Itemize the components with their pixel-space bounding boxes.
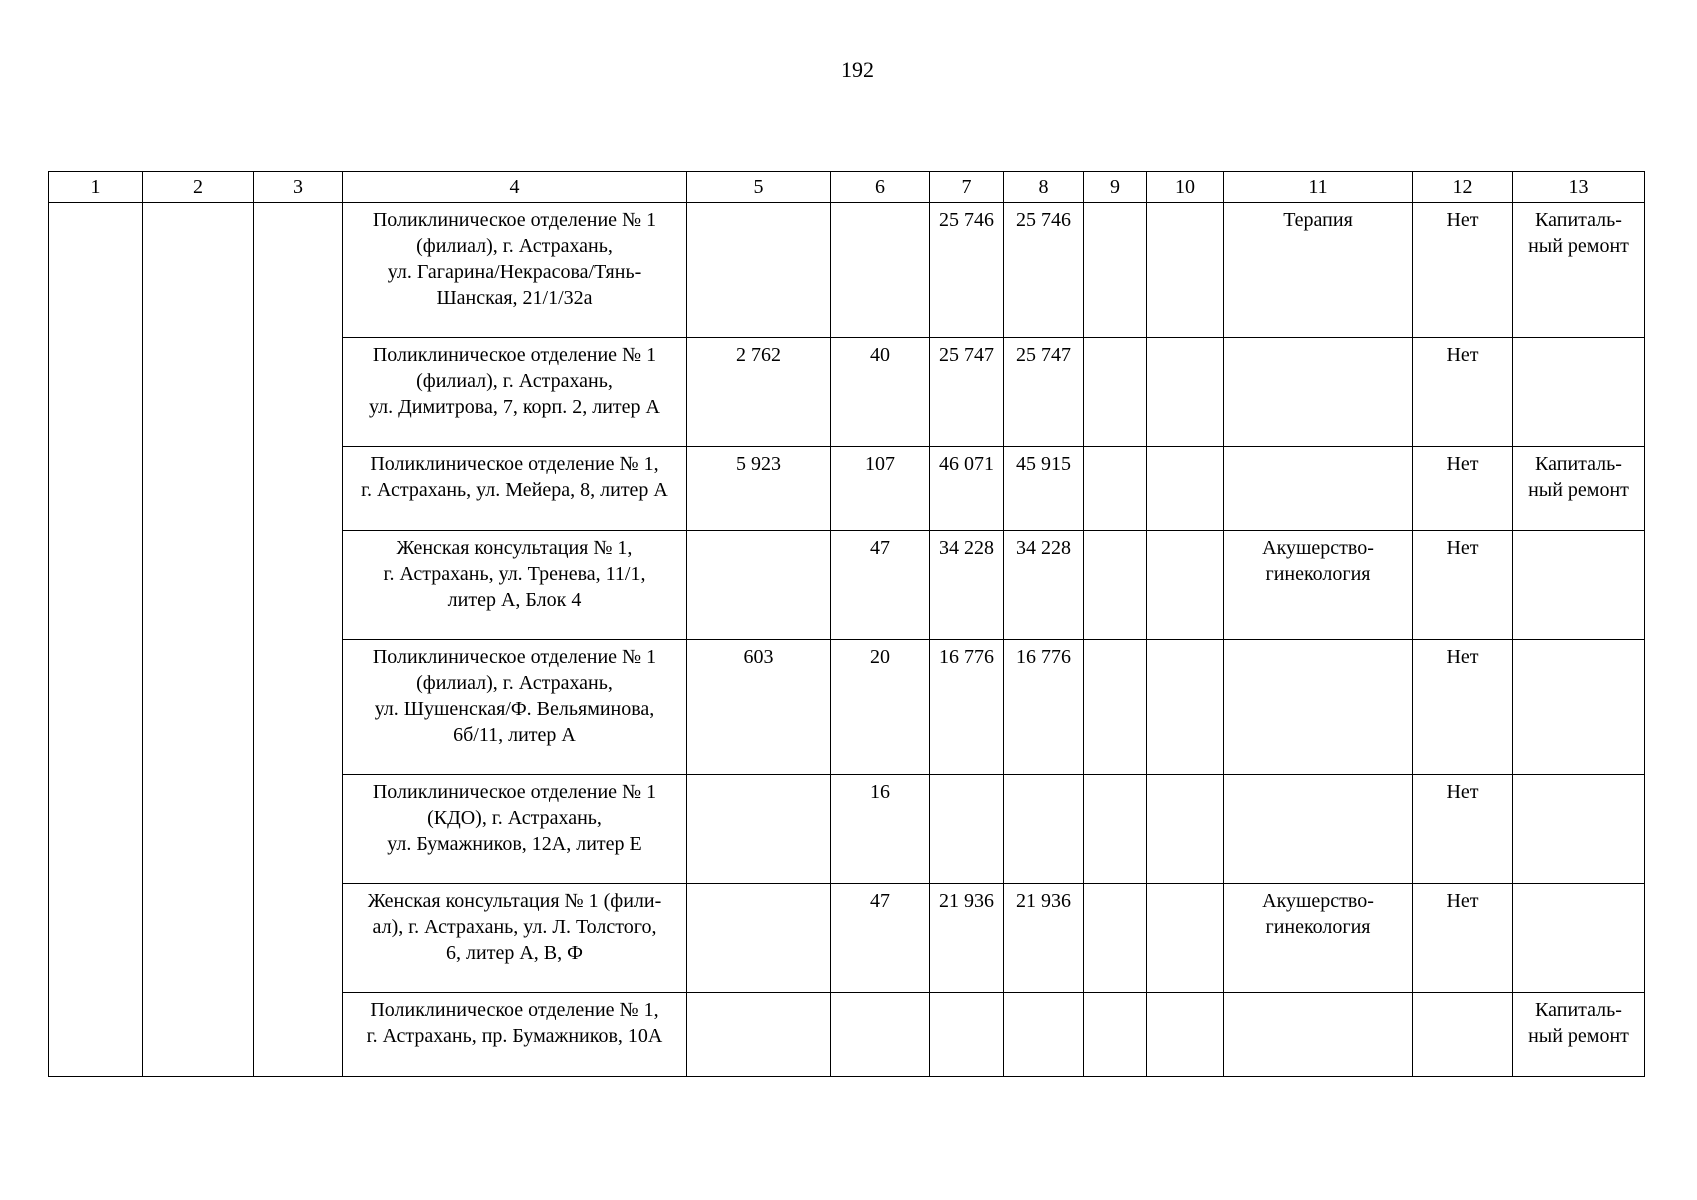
column-header: 11 (1224, 172, 1413, 203)
profile-cell (1224, 640, 1413, 775)
facility-address-cell-line: ул. Гагарина/Некрасова/Тянь- (387, 261, 642, 283)
cell-col6: 47 (831, 531, 930, 640)
cell-col10 (1147, 447, 1224, 531)
cell-col6: 20 (831, 640, 930, 775)
cell-col12: Нет (1413, 640, 1513, 775)
column-header: 5 (687, 172, 831, 203)
repair-cell (1513, 640, 1645, 775)
cell-col9 (1084, 775, 1147, 884)
cell-col5: 5 923 (687, 447, 831, 531)
cell-col8: 21 936 (1004, 884, 1084, 993)
cell-col6 (831, 993, 930, 1077)
cell-col12: Нет (1413, 338, 1513, 447)
cell-col7: 16 776 (930, 640, 1004, 775)
repair-cell-line: ный ремонт (1528, 479, 1629, 501)
column-header: 7 (930, 172, 1004, 203)
cell-col10 (1147, 203, 1224, 338)
cell-col7: 46 071 (930, 447, 1004, 531)
facility-address-cell-line: ул. Димитрова, 7, корп. 2, литер А (369, 396, 660, 418)
cell-col5 (687, 993, 831, 1077)
facility-address-cell-line: ул. Шушенская/Ф. Вельяминова, (374, 698, 655, 720)
facility-address-cell-line: Поликлиническое отделение № 1 (372, 209, 657, 231)
table-row (49, 203, 1645, 338)
facility-address-cell-line: (КДО), г. Астрахань, (427, 807, 602, 829)
cell-col7: 34 228 (930, 531, 1004, 640)
repair-cell (1513, 203, 1645, 338)
facility-address-cell-line: ул. Бумажников, 12А, литер Е (387, 833, 642, 855)
column-header: 8 (1004, 172, 1084, 203)
cell-col5 (687, 775, 831, 884)
repair-cell (1513, 338, 1645, 447)
profile-cell-line: Акушерство- (1262, 537, 1374, 559)
facility-address-cell-line: Шанская, 21/1/32а (436, 287, 593, 309)
page-number: 192 (841, 57, 874, 82)
cell-col9 (1084, 447, 1147, 531)
repair-cell (1513, 993, 1645, 1077)
cell-col2 (143, 203, 254, 1077)
cell-col5 (687, 531, 831, 640)
profile-cell-line: гинекология (1265, 916, 1371, 938)
repair-cell (1513, 447, 1645, 531)
facility-address-cell-line: 6, литер А, В, Ф (446, 942, 583, 964)
cell-col9 (1084, 203, 1147, 338)
facility-address-cell-line: г. Астрахань, ул. Тренева, 11/1, (383, 563, 646, 585)
facility-address-cell-line: Женская консультация № 1 (фили- (367, 890, 662, 912)
cell-col10 (1147, 993, 1224, 1077)
cell-col6 (831, 203, 930, 338)
facility-address-cell (343, 884, 687, 993)
cell-col9 (1084, 338, 1147, 447)
cell-col7 (930, 775, 1004, 884)
facility-address-cell-line: Поликлиническое отделение № 1, (370, 453, 659, 475)
cell-col5: 2 762 (687, 338, 831, 447)
repair-cell-line: Капиталь- (1535, 209, 1622, 231)
cell-col8: 25 746 (1004, 203, 1084, 338)
profile-cell (1224, 531, 1413, 640)
cell-col8: 34 228 (1004, 531, 1084, 640)
facility-address-cell (343, 338, 687, 447)
cell-col8: 16 776 (1004, 640, 1084, 775)
cell-col7: 25 747 (930, 338, 1004, 447)
cell-col7: 25 746 (930, 203, 1004, 338)
facility-address-cell-line: Поликлиническое отделение № 1 (372, 344, 657, 366)
cell-col12: Нет (1413, 884, 1513, 993)
cell-col5 (687, 203, 831, 338)
column-header: 12 (1413, 172, 1513, 203)
column-header: 13 (1513, 172, 1645, 203)
cell-col10 (1147, 640, 1224, 775)
cell-col9 (1084, 993, 1147, 1077)
repair-cell-line: Капиталь- (1535, 999, 1622, 1021)
cell-col9 (1084, 640, 1147, 775)
facility-address-cell (343, 993, 687, 1077)
facility-address-cell (343, 447, 687, 531)
column-header: 6 (831, 172, 930, 203)
table-body (49, 203, 1645, 1077)
facility-address-cell-line: литер А, Блок 4 (447, 589, 582, 611)
column-header: 2 (143, 172, 254, 203)
cell-col12: Нет (1413, 203, 1513, 338)
column-header: 1 (49, 172, 143, 203)
cell-col1 (49, 203, 143, 1077)
repair-cell (1513, 884, 1645, 993)
facility-address-cell (343, 531, 687, 640)
cell-col6: 16 (831, 775, 930, 884)
cell-col10 (1147, 531, 1224, 640)
facility-address-cell-line: (филиал), г. Астрахань, (416, 370, 613, 392)
cell-col5: 603 (687, 640, 831, 775)
facility-address-cell-line: Поликлиническое отделение № 1 (372, 646, 657, 668)
profile-cell (1224, 884, 1413, 993)
cell-col8: 45 915 (1004, 447, 1084, 531)
cell-col8 (1004, 775, 1084, 884)
cell-col3 (254, 203, 343, 1077)
cell-col12: Нет (1413, 447, 1513, 531)
facility-address-cell (343, 775, 687, 884)
column-header: 4 (343, 172, 687, 203)
cell-col6: 107 (831, 447, 930, 531)
column-header: 10 (1147, 172, 1224, 203)
cell-col6: 47 (831, 884, 930, 993)
cell-col12: Нет (1413, 775, 1513, 884)
facility-address-cell-line: ал), г. Астрахань, ул. Л. Толстого, (372, 916, 657, 938)
cell-col12 (1413, 993, 1513, 1077)
facility-address-cell-line: г. Астрахань, ул. Мейера, 8, литер А (361, 479, 668, 501)
cell-col10 (1147, 884, 1224, 993)
column-number-row (49, 172, 1645, 203)
profile-cell (1224, 203, 1413, 338)
profile-cell (1224, 775, 1413, 884)
facility-address-cell-line: Поликлиническое отделение № 1 (372, 781, 657, 803)
facility-address-cell-line: (филиал), г. Астрахань, (416, 235, 613, 257)
profile-cell (1224, 993, 1413, 1077)
facility-address-cell-line: (филиал), г. Астрахань, (416, 672, 613, 694)
facility-address-cell (343, 203, 687, 338)
cell-col6: 40 (831, 338, 930, 447)
cell-col8: 25 747 (1004, 338, 1084, 447)
column-header: 3 (254, 172, 343, 203)
profile-cell (1224, 447, 1413, 531)
column-header: 9 (1084, 172, 1147, 203)
cell-col9 (1084, 531, 1147, 640)
repair-cell-line: ный ремонт (1528, 235, 1629, 257)
cell-col9 (1084, 884, 1147, 993)
profile-cell (1224, 338, 1413, 447)
repair-cell (1513, 531, 1645, 640)
cell-col12: Нет (1413, 531, 1513, 640)
profile-cell-line: Акушерство- (1262, 890, 1374, 912)
cell-col5 (687, 884, 831, 993)
facility-address-cell-line: Женская консультация № 1, (396, 537, 633, 559)
data-table (48, 171, 1645, 1077)
cell-col10 (1147, 338, 1224, 447)
facility-address-cell-line: 6б/11, литер А (453, 724, 576, 746)
cell-col7: 21 936 (930, 884, 1004, 993)
cell-col10 (1147, 775, 1224, 884)
facility-address-cell (343, 640, 687, 775)
facility-address-cell-line: г. Астрахань, пр. Бумажников, 10А (366, 1025, 663, 1047)
cell-col8 (1004, 993, 1084, 1077)
cell-col7 (930, 993, 1004, 1077)
repair-cell (1513, 775, 1645, 884)
repair-cell-line: Капиталь- (1535, 453, 1622, 475)
profile-cell-line: Терапия (1283, 209, 1353, 231)
facility-address-cell-line: Поликлиническое отделение № 1, (370, 999, 659, 1021)
profile-cell-line: гинекология (1265, 563, 1371, 585)
repair-cell-line: ный ремонт (1528, 1025, 1629, 1047)
